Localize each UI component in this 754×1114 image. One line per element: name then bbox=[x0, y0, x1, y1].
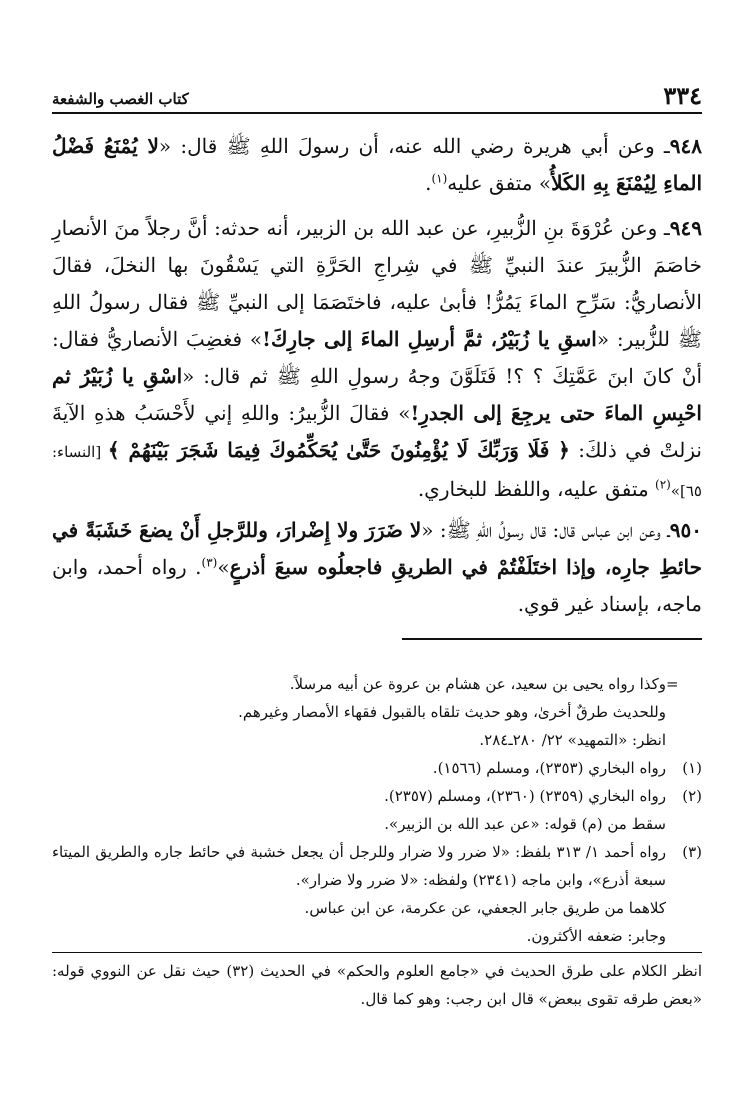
footnote-text: انظر الكلام على طرق الحديث في «جامع العلوم والحكم» في الحديث (٣٢) حيث نقل عن النووي قوله: «بعض طرقه تقوى ببعض» قال ابن رجب: وهو كما قال. bbox=[52, 962, 702, 1008]
footnote-number: (٢) bbox=[682, 787, 702, 805]
footnote-text: وكذا رواه يحيى بن سعيد، عن هشام بن عروة عن أبيه مرسلاً. bbox=[289, 675, 666, 693]
footnote-text: رواه البخاري (٢٣٥٣)، ومسلم (١٥٦٦). bbox=[432, 759, 666, 777]
hadith-part: » فغضِبَ الأنصاريُّ فقال: أنْ كانَ ابنَ عَمَّتِكَ ؟ ؟! فَتَلَوَّنَ وجهُ رسولِ اللهِ ﷺ ثم قال: « bbox=[52, 327, 702, 388]
footnote-divider bbox=[52, 952, 702, 953]
footnote-text: كلاهما من طريق جابر الجعفي، عن عكرمة، عن ابن عباس. bbox=[304, 899, 666, 917]
hadith-part: ـ وعن عُرْوَةَ بنِ الزُّبيرِ، عن عبد الله بن الزبير، أنه حدثه: أنَّ رجلاً منَ الأنصارِ خاصَمَ الزُّبيرَ عندَ النبيِّ ﷺ في شِراجِ الحَرَّةِ التي يَسْقُونَ بها النخلَ، فقالَ الأنصاريُّ: سَرِّحِ الماءَ يَمُرُّ! فأبىٰ عليه، فاختَصَمَا إلى النبيِّ ﷺ فقال رسولُ اللهِ ﷺ للزُّبير: « bbox=[52, 216, 702, 351]
hadith-lead: ـ وعن أبي هريرة رضي الله عنه، أن رسولَ اللهِ ﷺ قال: « bbox=[158, 134, 670, 158]
footnote-continuation bbox=[52, 670, 702, 698]
footnote-marker: (٢) bbox=[655, 477, 671, 492]
footnote-text: رواه أحمد ١/ ٣١٣ بلفظ: «لا ضرر ولا ضرار وللرجل أن يجعل خشبة في حائط جاره والطريق الميتاء سبعة أذرع»، وابن ماجه (٢٣٤١) ولفظه: «لا ضرر ولا ضرار». bbox=[52, 843, 666, 889]
page-header bbox=[52, 78, 702, 114]
footnote-2 bbox=[52, 782, 702, 810]
hadith-950-text bbox=[52, 512, 702, 623]
hadith-end: . bbox=[425, 171, 432, 195]
hadith-lead: ـ وعن ابن عباس قال: قال رسولُ اللهِ ﷺ: « bbox=[421, 518, 670, 542]
hadith-part: متفق عليه، واللفظ للبخاري. bbox=[417, 477, 656, 501]
hadith-948 bbox=[52, 128, 702, 202]
quran-ref: [النساء: ٦٥]» bbox=[52, 443, 702, 500]
running-title: كتاب الغصب والشفعة bbox=[52, 90, 189, 108]
hadith-number: ٩٤٨ bbox=[669, 134, 702, 158]
hadith-949-text bbox=[52, 210, 702, 510]
footnote-marker: (١) bbox=[431, 171, 448, 186]
hadith-matn: لا ضَرَرَ ولا إِضْرارَ، وللرَّجلِ أَنْ يضعَ خَشَبَةً في حائطِ جارِه، وإذا اختَلَفْتُمْ في الطريقِ فاجعلُوه سبعَ أذرعٍ bbox=[52, 518, 702, 579]
footnote-separator bbox=[402, 638, 702, 640]
footnote-text: سقط من (م) قوله: «عن عبد الله بن الزبير». bbox=[384, 815, 666, 833]
hadith-tail: . رواه أحمد، وابن ماجه، بإسناد غير قوي. bbox=[52, 555, 702, 616]
hadith-matn: لا يُمْنَعُ فَضْلُ الماءِ لِيُمْنَعَ بِهِ الكَلأُ bbox=[52, 134, 702, 195]
hadith-948-text bbox=[52, 128, 702, 202]
page-number: ٣٣٤ bbox=[663, 81, 702, 110]
quran-verse: ﴿ فَلَا وَرَبِّكَ لَا يُؤْمِنُونَ حَتَّىٰ يُحَكِّمُوكَ فِيمَا شَجَرَ بَيْنَهُمْ ﴾ bbox=[107, 438, 570, 462]
footnote-3 bbox=[52, 838, 702, 894]
footnote-text: وللحديث طرقٌ أخرىٰ، وهو حديث تلقاه بالقبول فقهاء الأمصار وغيرهم. bbox=[238, 703, 666, 721]
hadith-matn: اسْقِ يا زُبَيْرُ ثم احْبِسِ الماءَ حتى يرجِعَ إلى الجدرِ! bbox=[52, 364, 702, 425]
footnote-text: انظر: «التمهيد» ٢٢/ ٢٨٠ـ٢٨٤. bbox=[479, 731, 666, 749]
hadith-950 bbox=[52, 512, 702, 623]
footnote-text: رواه البخاري (٢٣٥٩) (٢٣٦٠)، ومسلم (٢٣٥٧). bbox=[384, 787, 666, 805]
hadith-number: ٩٤٩ bbox=[669, 216, 702, 240]
hadith-matn: اسقِ يا زُبَيْرُ، ثمَّ أرسِلِ الماءَ إلى جارِكَ! bbox=[262, 327, 597, 351]
continuation-mark: = bbox=[666, 675, 679, 693]
footnote-number: (١) bbox=[682, 759, 702, 777]
footnote-marker: (٣) bbox=[201, 555, 218, 570]
hadith-close: » bbox=[217, 555, 230, 579]
footnote-text: وجابر: ضعفه الأكثرون. bbox=[526, 927, 666, 945]
hadith-number: ٩٥٠ bbox=[669, 518, 702, 542]
hadith-part: » فقالَ الزُّبيرُ: واللهِ إني لأَحْسَبُ هذهِ الآيةَ نزلتْ في ذلكَ: bbox=[52, 401, 702, 462]
footnote-number: (٣) bbox=[682, 843, 702, 861]
footnotes bbox=[52, 670, 702, 1013]
footnote-1 bbox=[52, 754, 702, 782]
hadith-tail: » متفق عليه bbox=[447, 171, 552, 195]
hadith-949 bbox=[52, 210, 702, 510]
